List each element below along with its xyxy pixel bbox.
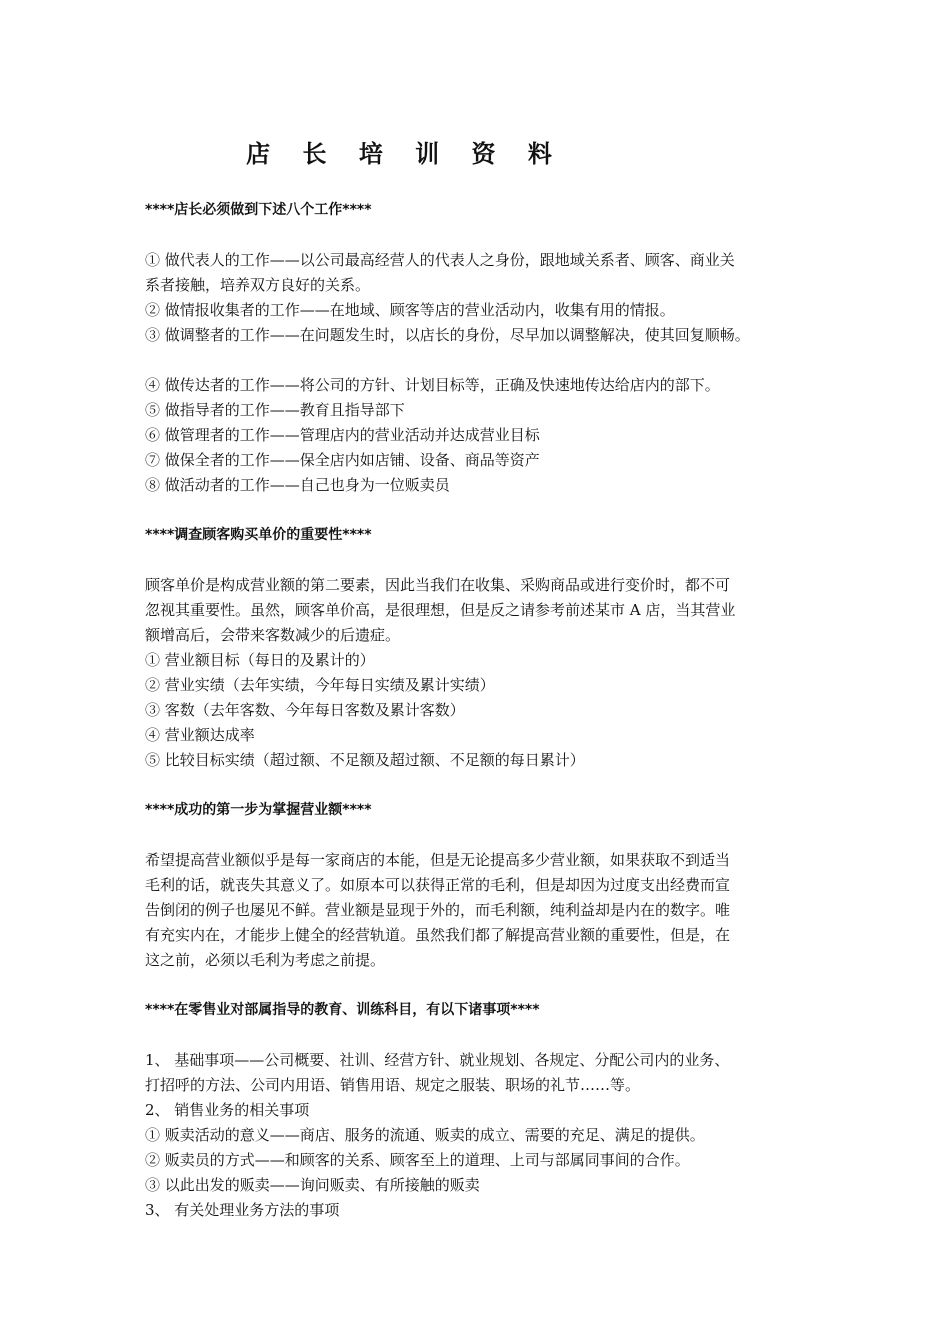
paragraph-line: ④ 做传达者的工作——将公司的方针、计划目标等，正确及快速地传达给店内的部下。	[145, 376, 720, 394]
section-heading-training-subjects: ****在零售业对部属指导的教育、训练科目，有以下诸事项****	[145, 1002, 540, 1018]
paragraph-line: ① 贩卖活动的意义——商店、服务的流通、贩卖的成立、需要的充足、满足的提供。	[145, 1126, 705, 1144]
paragraph-line: 1、 基础事项——公司概要、社训、经营方针、就业规划、各规定、分配公司内的业务、	[145, 1051, 730, 1069]
paragraph-line: ⑥ 做管理者的工作——管理店内的营业活动并达成营业目标	[145, 426, 540, 444]
paragraph-line: ⑦ 做保全者的工作——保全店内如店铺、设备、商品等资产	[145, 451, 540, 469]
paragraph-line: ② 贩卖员的方式——和顾客的关系、顾客至上的道理、上司与部属同事间的合作。	[145, 1151, 690, 1169]
paragraph-line: 毛利的话，就丧失其意义了。如原本可以获得正常的毛利，但是却因为过度支出经费而宣	[145, 876, 731, 894]
paragraph-line: ⑧ 做活动者的工作——自己也身为一位贩卖员	[145, 476, 450, 494]
paragraph-line: 额增高后，会带来客数减少的后遗症。	[145, 626, 401, 644]
paragraph-line: ② 做情报收集者的工作——在地域、顾客等店的营业活动内，收集有用的情报。	[145, 301, 675, 319]
page-title: 店 长 培 训 资 料	[246, 140, 564, 168]
paragraph-line: ③ 做调整者的工作——在问题发生时，以店长的身份，尽早加以调整解决，使其回复顺畅。	[145, 326, 750, 344]
paragraph-line: ② 营业实绩（去年实绩，今年每日实绩及累计实绩）	[145, 676, 495, 694]
paragraph-line: ① 营业额目标（每日的及累计的）	[145, 651, 375, 669]
paragraph-line: 有充实内在，才能步上健全的经营轨道。虽然我们都了解提高营业额的重要性，但是，在	[145, 926, 731, 944]
paragraph-line: ③ 客数（去年客数、今年每日客数及累计客数）	[145, 701, 465, 719]
paragraph-line: ⑤ 做指导者的工作——教育且指导部下	[145, 401, 405, 419]
paragraph-line: 2、 销售业务的相关事项	[145, 1101, 310, 1119]
section-heading-customer-unit-price: ****调查顾客购买单价的重要性****	[145, 527, 372, 543]
paragraph-line: ④ 营业额达成率	[145, 726, 255, 744]
paragraph-line: 顾客单价是构成营业额的第二要素，因此当我们在收集、采购商品或进行变价时，都不可	[145, 576, 731, 594]
paragraph-line: 告倒闭的例子也屡见不鲜。营业额是显现于外的，而毛利额，纯利益却是内在的数字。唯	[145, 901, 731, 919]
paragraph-line: 系者接触，培养双方良好的关系。	[145, 276, 371, 294]
paragraph-line: 忽视其重要性。虽然，顾客单价高，是很理想，但是反之请参考前述某市 A 店，当其营业	[145, 601, 736, 619]
section-heading-eight-duties: ****店长必须做到下述八个工作****	[145, 202, 372, 218]
section-heading-sales-volume: ****成功的第一步为掌握营业额****	[145, 802, 372, 818]
document-body	[145, 198, 825, 1223]
paragraph-line: 希望提高营业额似乎是每一家商店的本能，但是无论提高多少营业额，如果获取不到适当	[145, 851, 731, 869]
paragraph-line: ① 做代表人的工作——以公司最高经营人的代表人之身份，跟地域关系者、顾客、商业关	[145, 251, 735, 269]
paragraph-line: 3、 有关处理业务方法的事项	[145, 1201, 340, 1219]
paragraph-line: 这之前，必须以毛利为考虑之前提。	[145, 951, 386, 969]
paragraph-line: ⑤ 比较目标实绩（超过额、不足额及超过额、不足额的每日累计）	[145, 751, 585, 769]
paragraph-line: 打招呼的方法、公司内用语、销售用语、规定之服装、职场的礼节……等。	[145, 1076, 641, 1094]
paragraph-line: ③ 以此出发的贩卖——询问贩卖、有所接触的贩卖	[145, 1176, 480, 1194]
